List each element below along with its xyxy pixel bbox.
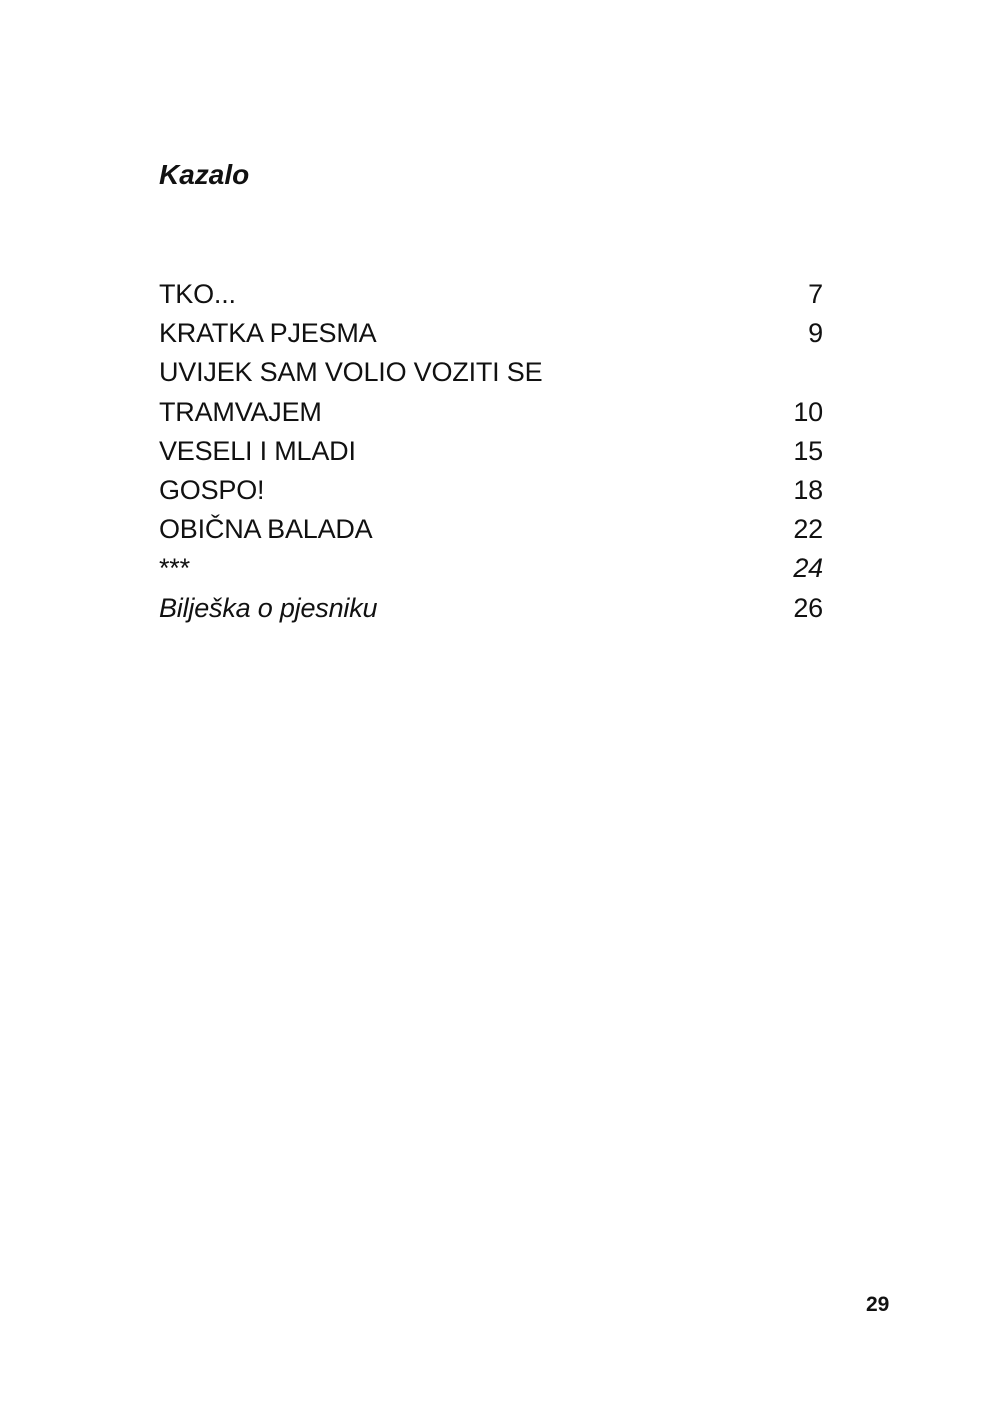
toc-entry-title: OBIČNA BALADA xyxy=(159,514,373,545)
toc-entry-title: TRAMVAJEM xyxy=(159,396,322,427)
toc-entry-title: VESELI I MLADI xyxy=(159,435,356,466)
toc-entry xyxy=(159,511,823,550)
toc-entry-page: 24 xyxy=(793,553,823,584)
toc-entry xyxy=(159,394,823,433)
toc-entry-title: UVIJEK SAM VOLIO VOZITI SE xyxy=(159,357,543,388)
toc-entry xyxy=(159,590,823,629)
toc-entry-page: 10 xyxy=(793,396,823,427)
toc-entry xyxy=(159,433,823,472)
toc-entry-page: 9 xyxy=(808,318,823,349)
page-number: 29 xyxy=(866,1293,890,1316)
toc-entry-title: TKO... xyxy=(159,279,236,309)
toc-entry-page: 26 xyxy=(793,592,823,623)
toc-entry-title: Bilješka o pjesniku xyxy=(159,592,378,623)
toc-entry xyxy=(159,354,823,393)
page-title: Kazalo xyxy=(159,159,250,190)
toc-entry-title: KRATKA PJESMA xyxy=(159,318,377,349)
toc-entry xyxy=(159,550,823,589)
toc-entry-title: GOSPO! xyxy=(159,474,265,505)
toc-entry-page: 7 xyxy=(808,279,823,309)
toc-entry xyxy=(159,276,823,315)
toc-entry-page: 18 xyxy=(793,474,823,505)
toc-entry xyxy=(159,315,823,354)
toc-entry xyxy=(159,472,823,511)
toc-entry-page: 15 xyxy=(793,435,823,466)
table-of-contents xyxy=(159,276,823,629)
toc-entry-title: *** xyxy=(159,553,190,584)
toc-entry-page: 22 xyxy=(793,514,823,545)
